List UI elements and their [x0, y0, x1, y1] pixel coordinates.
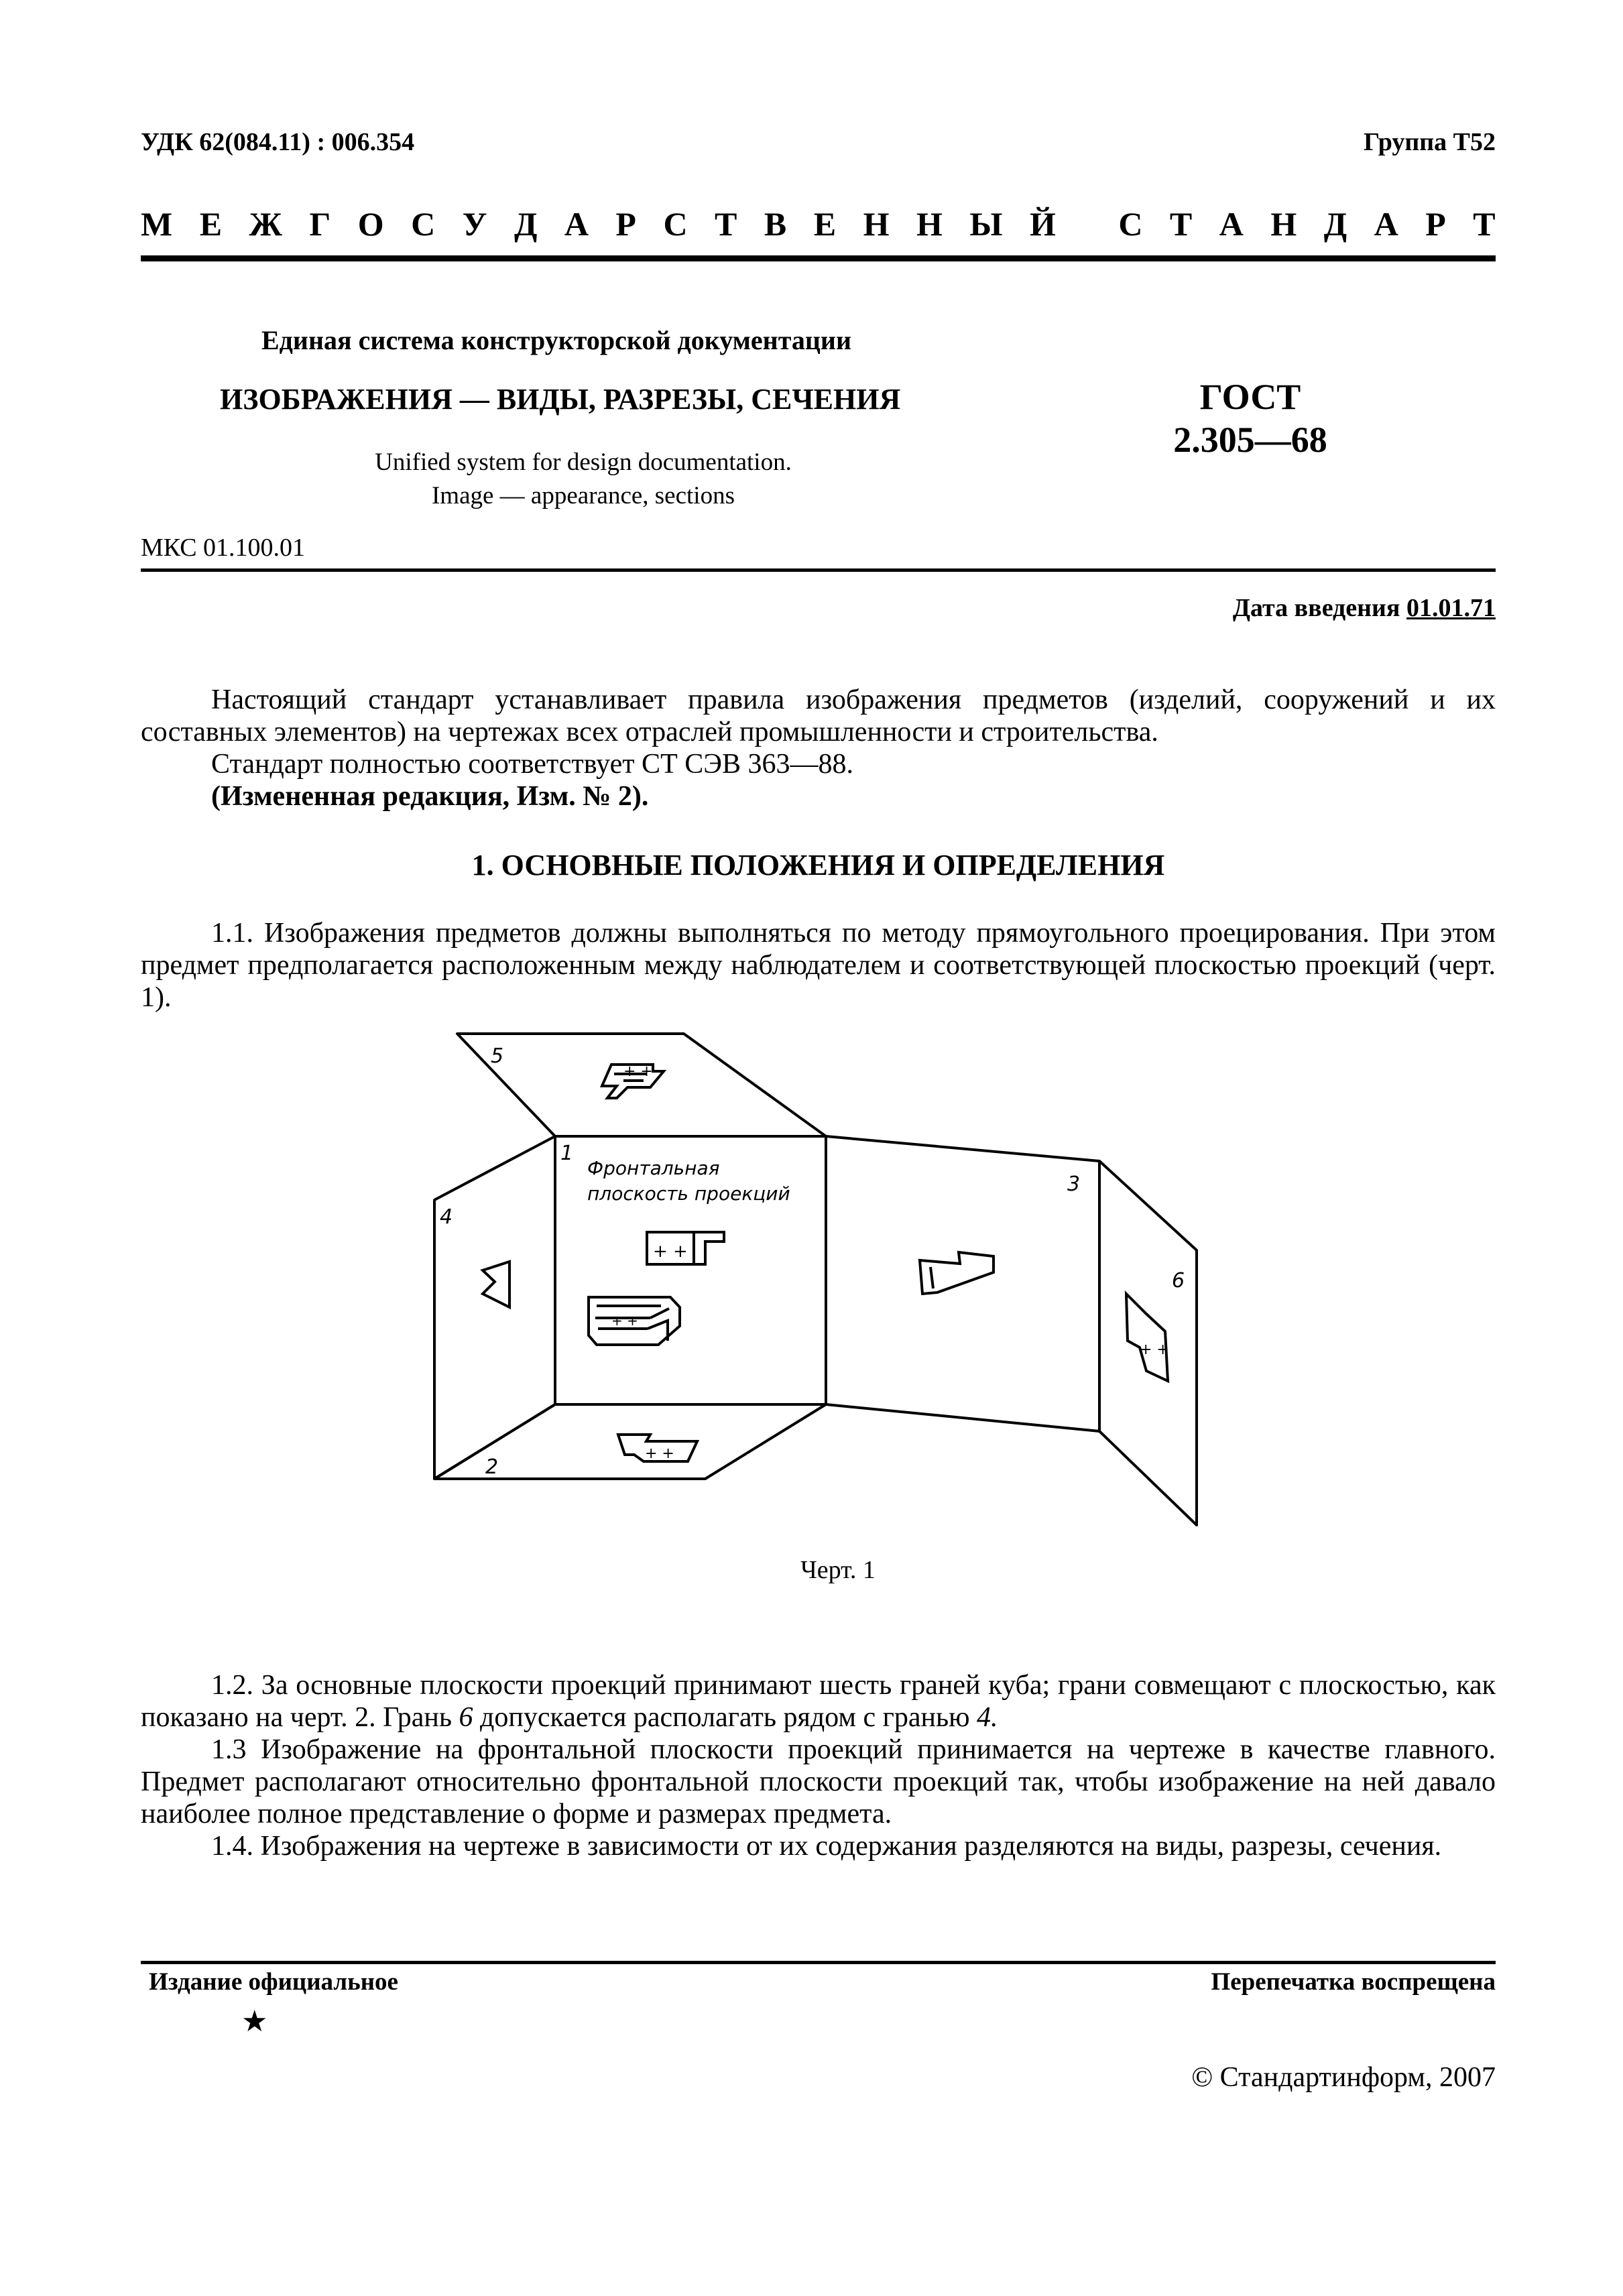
plus-mark-top: + + — [623, 1063, 653, 1080]
header-rule — [141, 255, 1496, 261]
banner-letter: С — [663, 205, 688, 243]
udk-code: УДК 62(084.11) : 006.354 — [141, 128, 415, 156]
plane-label-2: 2 — [485, 1455, 499, 1479]
banner-letter: Н — [863, 205, 890, 243]
clause-1-4: 1.4. Изображения на чертеже в зависимости от их содержания разделяются на виды, разрезы, сечения. — [211, 1831, 1442, 1862]
banner-letter: Е — [199, 205, 223, 243]
rear-view-shape — [1126, 1294, 1168, 1381]
banner-letter: О — [357, 205, 384, 243]
english-title-line: Image — appearance, sections — [431, 482, 735, 509]
clause-1-2 — [141, 1669, 1496, 1734]
banner-gap — [1083, 204, 1091, 243]
clause-1-3: 1.3 Изображение на фронтальной плоскости проекций принимается на чертеже в качестве главного. Предмет располагают относительно фронтальной плоскости проекций так, чтобы изображение на ней давало наиболее полное представление о форме и размерах предмета. — [141, 1734, 1496, 1829]
clause-text: 1.2. За основные плоскости проекций принимают шесть граней куба; грани совмещают с плоскостью, как показано на черт. 2. Грань — [141, 1670, 1496, 1733]
date-label: Дата введения — [1232, 594, 1400, 622]
clause-text: допускается располагать рядом с гранью — [473, 1702, 977, 1733]
banner-letter: Д — [514, 205, 538, 243]
standard-banner — [141, 204, 1496, 243]
right-side-view-detail — [930, 1267, 933, 1288]
footer-rule — [141, 1961, 1496, 1964]
banner-letter: Д — [1323, 205, 1347, 243]
banner-letter: Р — [615, 205, 636, 243]
banner-letter: А — [1219, 205, 1244, 243]
gost-label: ГОСТ — [1199, 377, 1301, 417]
banner-letter: С — [1118, 205, 1143, 243]
plane-5 — [457, 1034, 826, 1136]
plane-label-6: 6 — [1172, 1269, 1185, 1292]
banner-letter: У — [462, 205, 487, 243]
group-code: Группа Т52 — [1363, 128, 1496, 156]
edition-note: Издание официальное — [149, 1968, 398, 1996]
projection-planes-figure — [416, 1026, 1207, 1535]
document-title: ИЗОБРАЖЕНИЯ — ВИДЫ, РАЗРЕЗЫ, СЕЧЕНИЯ — [220, 383, 901, 416]
amendment-note: (Измененная редакция, Изм. № 2). — [211, 781, 649, 812]
title-rule — [141, 568, 1496, 572]
banner-letter: Е — [813, 205, 837, 243]
banner-letter: Ы — [969, 205, 1003, 243]
figure-caption: Черт. 1 — [800, 1556, 876, 1584]
plus-mark-front: + + — [653, 1242, 688, 1262]
plane-label-5: 5 — [491, 1044, 504, 1068]
banner-letter: В — [764, 205, 787, 243]
reprint-note: Перепечатка воспрещена — [1211, 1968, 1496, 1996]
plus-mark-iso: + + — [611, 1313, 638, 1329]
banner-letter: Й — [1029, 205, 1056, 243]
plus-mark-bottom: + + — [645, 1445, 674, 1462]
banner-letter: Н — [916, 205, 943, 243]
clause-paragraph: 1.1. Изображения предметов должны выполняться по методу прямоугольного проецирования. При этом предмет предполагается расположенным между наблюдателем и соответствующей плоскостью проекций (черт. 1). — [141, 918, 1496, 1013]
banner-letter: Г — [309, 205, 331, 243]
banner-letter: А — [1374, 205, 1398, 243]
face-number: 4. — [976, 1702, 998, 1733]
plane-label-1: 1 — [560, 1142, 574, 1165]
gost-block — [1166, 375, 1334, 461]
mks-code: МКС 01.100.01 — [141, 534, 306, 562]
intro-text — [141, 684, 1496, 812]
face-number: 6 — [459, 1702, 473, 1733]
frontal-plane-label: Фронтальная — [587, 1157, 720, 1179]
star-icon: ★ — [241, 2005, 268, 2038]
frontal-plane-label: плоскость проекций — [587, 1183, 790, 1205]
banner-letter: Т — [1473, 205, 1496, 243]
intro-paragraph: Стандарт полностью соответствует СТ СЭВ 363—88. — [211, 749, 853, 780]
plane-label-3: 3 — [1067, 1172, 1081, 1196]
banner-letter: А — [564, 205, 589, 243]
banner-letter: М — [141, 205, 173, 243]
plane-label-4: 4 — [440, 1205, 453, 1229]
plus-mark-rear: + + — [1140, 1341, 1169, 1358]
banner-letter: Н — [1270, 205, 1297, 243]
intro-paragraph: Настоящий стандарт устанавливает правила изображения предметов (изделий, сооружений и их составных элементов) на чертежах всех отраслей промышленности и строительства. — [141, 684, 1496, 747]
date-value: 01.01.71 — [1406, 594, 1496, 622]
clause-1-1 — [141, 917, 1496, 1014]
clauses-1-2-to-1-4 — [141, 1669, 1496, 1862]
banner-letter: С — [411, 205, 436, 243]
banner-letter: Т — [1169, 205, 1193, 243]
plane-4 — [434, 1136, 555, 1479]
english-title-line: Unified system for design documentation. — [375, 448, 792, 476]
banner-letter: Ж — [249, 205, 282, 243]
banner-letter: Т — [715, 205, 737, 243]
side-view-shape — [483, 1262, 509, 1307]
section-heading: 1. ОСНОВНЫЕ ПОЛОЖЕНИЯ И ОПРЕДЕЛЕНИЯ — [471, 849, 1165, 882]
gost-number: 2.305—68 — [1173, 420, 1327, 460]
effective-date — [1233, 593, 1496, 623]
banner-letter: Р — [1425, 205, 1446, 243]
copyright: © Стандартинформ, 2007 — [1191, 2062, 1496, 2093]
english-title — [295, 446, 871, 513]
system-name: Единая система конструкторской документации — [261, 325, 851, 355]
